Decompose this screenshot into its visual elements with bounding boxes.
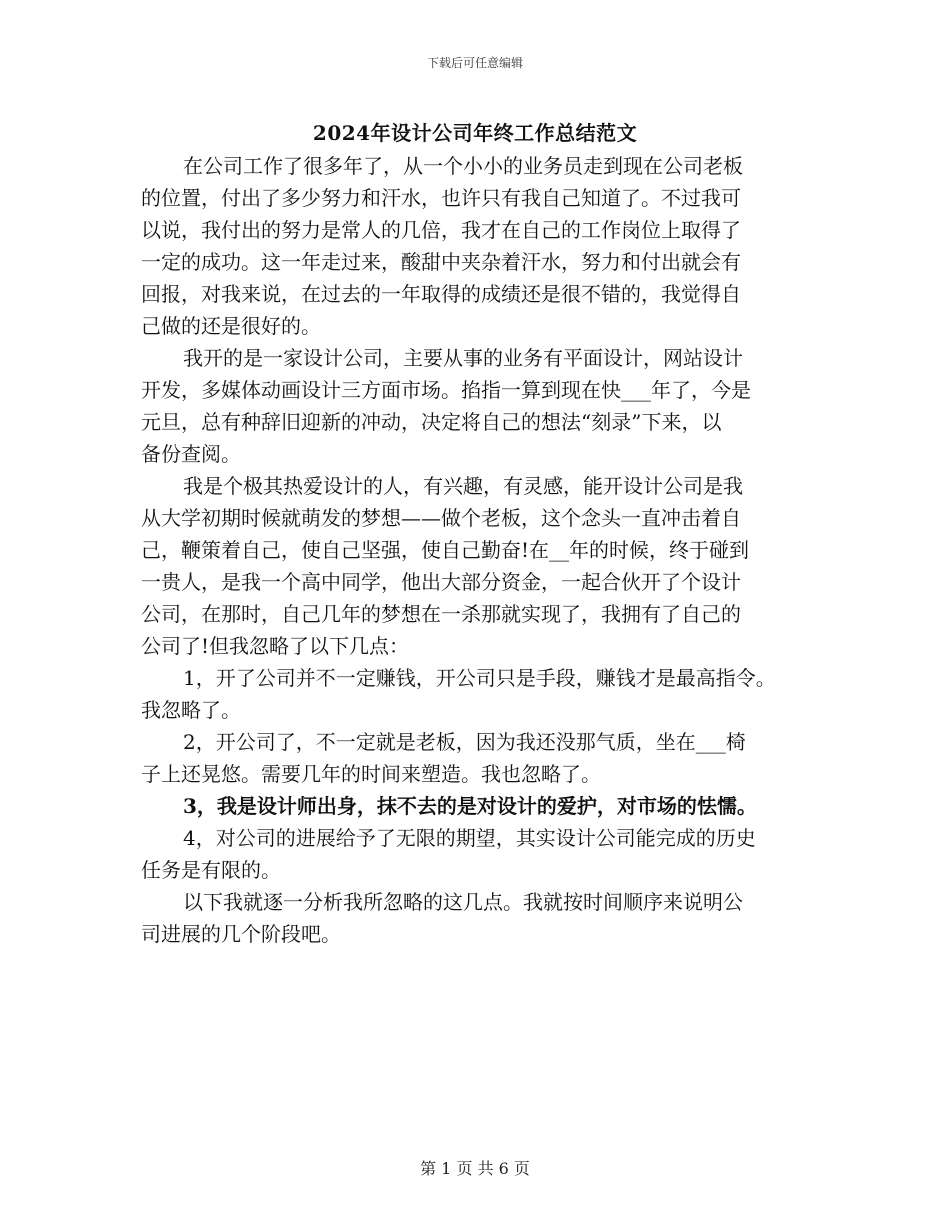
- paragraph-line: 己做的还是很好的。: [141, 314, 321, 338]
- paragraph-line: 司进展的几个阶段吧。: [141, 922, 341, 946]
- paragraph-line: 回报，对我来说，在过去的一年取得的成绩还是很不错的，我觉得自: [141, 282, 741, 306]
- paragraph-line: 己，鞭策着自己，使自己坚强，使自己勤奋!在__年的时候，终于碰到: [141, 538, 750, 562]
- paragraph-line: 子上还晃悠。需要几年的时间来塑造。我也忽略了。: [141, 762, 601, 786]
- paragraph-line: 公司，在那时，自己几年的梦想在一杀那就实现了，我拥有了自己的: [141, 602, 741, 626]
- document-body: [141, 150, 831, 950]
- paragraph-line: 以说，我付出的努力是常人的几倍，我才在自己的工作岗位上取得了: [141, 218, 741, 242]
- paragraph-line: 在公司工作了很多年了，从一个小小的业务员走到现在公司老板: [183, 154, 743, 178]
- paragraph: [141, 342, 831, 470]
- paragraph-line: 开发，多媒体动画设计三方面市场。掐指一算到现在快___年了，今是: [141, 378, 751, 402]
- paragraph-line: 4，对公司的进展给予了无限的期望，其实设计公司能完成的历史: [183, 826, 756, 850]
- paragraph: [141, 470, 831, 662]
- paragraph-line: 3，我是设计师出身，抹不去的是对设计的爱护，对市场的怯懦。: [183, 794, 757, 818]
- paragraph-line: 的位置，付出了多少努力和汗水，也许只有我自己知道了。不过我可: [141, 186, 741, 210]
- document-title: 2024年设计公司年终工作总结范文: [312, 121, 638, 145]
- header-note: 下载后可任意编辑: [426, 56, 523, 70]
- paragraph-line: 元旦，总有种辞旧迎新的冲动，决定将自己的想法“刻录”下来，以: [141, 410, 722, 434]
- paragraph-line: 我忽略了。: [141, 698, 241, 722]
- paragraph: [141, 662, 831, 726]
- paragraph: [141, 726, 831, 790]
- paragraph: [141, 886, 831, 950]
- paragraph-line: 备份查阅。: [141, 442, 241, 466]
- paragraph-line: 1，开了公司并不一定赚钱，开公司只是手段，赚钱才是最高指令。: [183, 666, 776, 690]
- page-number: 第 1 页 共 6 页: [420, 1159, 530, 1178]
- paragraph-line: 公司了!但我忽略了以下几点：: [141, 634, 410, 658]
- paragraph-line: 2，开公司了，不一定就是老板，因为我还没那气质，坐在___椅: [183, 730, 746, 754]
- paragraph-line: 一定的成功。这一年走过来，酸甜中夹杂着汗水，努力和付出就会有: [141, 250, 741, 274]
- paragraph-line: 我开的是一家设计公司，主要从事的业务有平面设计，网站设计: [183, 346, 743, 370]
- paragraph-line: 一贵人，是我一个高中同学，他出大部分资金，一起合伙开了个设计: [141, 570, 741, 594]
- paragraph-line: 我是个极其热爱设计的人，有兴趣，有灵感，能开设计公司是我: [183, 474, 743, 498]
- paragraph: [141, 822, 831, 886]
- paragraph-line: 从大学初期时候就萌发的梦想——做个老板，这个念头一直冲击着自: [141, 506, 741, 530]
- paragraph: [141, 790, 831, 822]
- paragraph-line: 任务是有限的。: [141, 858, 281, 882]
- paragraph-line: 以下我就逐一分析我所忽略的这几点。我就按时间顺序来说明公: [183, 890, 743, 914]
- paragraph: [141, 150, 831, 342]
